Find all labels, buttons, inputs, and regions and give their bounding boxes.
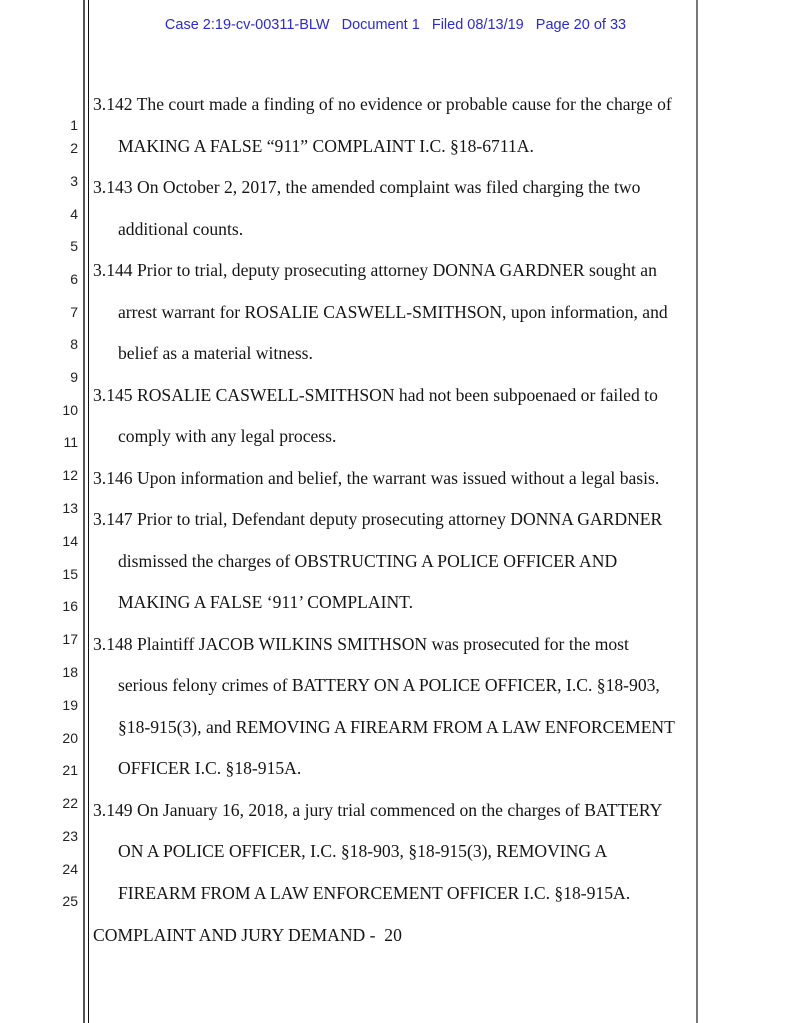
paragraph-line: belief as a material witness. xyxy=(118,343,313,363)
paragraph-line: dismissed the charges of OBSTRUCTING A POLICE OFFICER AND xyxy=(118,551,618,571)
page-footer: COMPLAINT AND JURY DEMAND - 20 xyxy=(93,925,402,945)
case-number: Case 2:19-cv-00311-BLW xyxy=(164,17,330,33)
left-margin-rule-inner xyxy=(88,0,90,1023)
paragraph-line: 3.146 Upon information and belief, the warrant was issued without a legal basis. xyxy=(93,468,660,488)
line-number: 15 xyxy=(62,566,78,582)
line-number: 23 xyxy=(62,828,78,844)
paragraph-line: arrest warrant for ROSALIE CASWELL-SMITHSON, upon information, and xyxy=(118,302,668,322)
line-number: 12 xyxy=(62,467,78,483)
line-number: 8 xyxy=(70,336,78,352)
line-number: 7 xyxy=(70,304,78,320)
page-indicator: Page 20 of 33 xyxy=(535,17,627,33)
paragraph-line: 3.149 On January 16, 2018, a jury trial commenced on the charges of BATTERY xyxy=(93,800,663,820)
paragraph-line: 3.143 On October 2, 2017, the amended complaint was filed charging the two xyxy=(93,177,641,197)
line-number: 5 xyxy=(70,238,78,254)
line-number: 22 xyxy=(62,795,78,811)
line-number: 9 xyxy=(70,369,78,385)
line-number: 3 xyxy=(70,173,78,189)
paragraph-line: comply with any legal process. xyxy=(118,426,337,446)
line-number: 11 xyxy=(63,434,78,450)
line-number: 6 xyxy=(70,271,78,287)
line-number: 16 xyxy=(62,598,78,614)
line-number: 20 xyxy=(62,730,78,746)
paragraph-line: OFFICER I.C. §18-915A. xyxy=(118,758,302,778)
paragraph-line: 3.145 ROSALIE CASWELL-SMITHSON had not been subpoenaed or failed to xyxy=(93,385,658,405)
filed-date: Filed 08/13/19 xyxy=(431,17,524,33)
paragraph-line: 3.147 Prior to trial, Defendant deputy prosecuting attorney DONNA GARDNER xyxy=(93,509,663,529)
left-margin-rule-outer xyxy=(83,0,85,1023)
paragraph-line: MAKING A FALSE “911” COMPLAINT I.C. §18-6711A. xyxy=(118,136,534,156)
paragraph-line: ON A POLICE OFFICER, I.C. §18-903, §18-915(3), REMOVING A xyxy=(118,841,608,861)
paragraph-line: 3.144 Prior to trial, deputy prosecuting attorney DONNA GARDNER sought an xyxy=(93,260,657,280)
line-number: 24 xyxy=(62,861,78,877)
line-number: 2 xyxy=(70,140,78,156)
paragraph-line: 3.142 The court made a finding of no evidence or probable cause for the charge of xyxy=(93,94,672,114)
line-number: 14 xyxy=(62,533,78,549)
line-number: 18 xyxy=(62,664,78,680)
line-number: 17 xyxy=(62,631,78,647)
right-margin-rule xyxy=(696,0,698,1023)
line-number: 19 xyxy=(62,697,78,713)
paragraph-line: serious felony crimes of BATTERY ON A POLICE OFFICER, I.C. §18-903, xyxy=(118,675,660,695)
paragraph-line: MAKING A FALSE ‘911’ COMPLAINT. xyxy=(118,592,414,612)
paragraph-line: FIREARM FROM A LAW ENFORCEMENT OFFICER I.C. §18-915A. xyxy=(118,883,631,903)
line-number: 1 xyxy=(70,117,78,133)
paragraph-line: §18-915(3), and REMOVING A FIREARM FROM A LAW ENFORCEMENT xyxy=(118,717,675,737)
paragraph-line: 3.148 Plaintiff JACOB WILKINS SMITHSON was prosecuted for the most xyxy=(93,634,629,654)
paragraph-line: additional counts. xyxy=(118,219,244,239)
line-number: 4 xyxy=(70,206,78,222)
line-number: 10 xyxy=(62,402,78,418)
case-header xyxy=(0,17,791,33)
line-number: 21 xyxy=(62,762,78,778)
line-number: 13 xyxy=(62,500,78,516)
document-number: Document 1 xyxy=(341,17,420,33)
line-number: 25 xyxy=(62,893,78,909)
